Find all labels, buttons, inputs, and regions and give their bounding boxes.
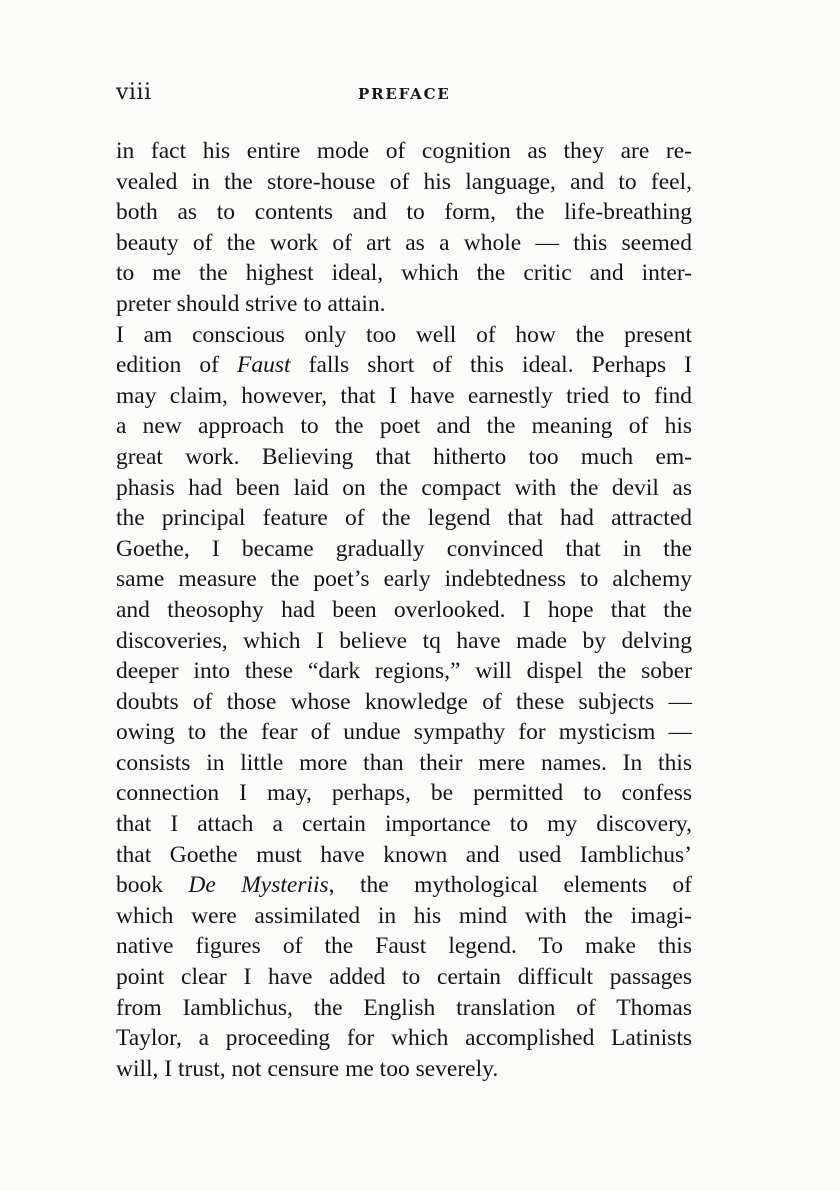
text-segment: the principal feature of the legend that had attracted xyxy=(116,505,692,532)
text-line xyxy=(116,901,692,932)
running-head: PREFACE xyxy=(358,85,451,103)
text-segment: to me the highest ideal, which the critic and inter- xyxy=(116,260,692,287)
text-line xyxy=(116,534,692,565)
text-segment: same measure the poet’s early indebtedness to alchemy xyxy=(116,566,692,593)
text-segment: Goethe, I became gradually convinced that in the xyxy=(116,535,692,562)
text-line xyxy=(116,1054,692,1085)
text-line xyxy=(116,993,692,1024)
text-segment: and theosophy had been overlooked. I hope that the xyxy=(116,596,692,623)
italic-title: Faust xyxy=(237,352,291,379)
text-line xyxy=(116,809,692,840)
text-segment: I am conscious only too well of how the present xyxy=(116,321,692,348)
text-line xyxy=(116,503,692,534)
text-segment: in fact his entire mode of cognition as they are re- xyxy=(116,138,692,164)
text-line xyxy=(116,931,692,962)
text-line xyxy=(116,717,692,748)
paragraph-container xyxy=(116,136,692,1084)
text-line xyxy=(116,167,692,198)
text-segment: falls short of this ideal. Perhaps I xyxy=(290,352,693,379)
text-segment: consists in little more than their mere names. In this xyxy=(116,749,692,776)
italic-title: De Mysteriis xyxy=(188,872,329,899)
text-line xyxy=(116,228,692,259)
text-segment: owing to the fear of undue sympathy for mysticism — xyxy=(116,719,692,746)
text-segment: both as to contents and to form, the life-breathing xyxy=(116,199,692,226)
text-segment: a new approach to the poet and the meaning of his xyxy=(116,413,692,440)
text-segment: connection I may, perhaps, be permitted to confess xyxy=(116,780,692,807)
text-line xyxy=(116,626,692,657)
text-segment: , the mythological elements of xyxy=(328,872,692,899)
text-line xyxy=(116,564,692,595)
text-segment: may claim, however, that I have earnestly tried to find xyxy=(116,382,692,409)
body-text xyxy=(116,136,692,1084)
text-line xyxy=(116,442,692,473)
text-segment: doubts of those whose knowledge of these subjects — xyxy=(116,688,692,715)
page-number: viii xyxy=(116,80,152,105)
text-segment: which were assimilated in his mind with the imagi- xyxy=(116,902,692,929)
text-line xyxy=(116,320,692,351)
text-segment: beauty of the work of art as a whole — this seemed xyxy=(116,229,692,256)
text-line xyxy=(116,411,692,442)
text-segment: that Goethe must have known and used Iamblichus’ xyxy=(116,841,692,868)
text-line xyxy=(116,656,692,687)
text-segment: phasis had been laid on the compact with the devil as xyxy=(116,474,692,501)
text-segment: discoveries, which I believe tq have made by delving xyxy=(116,627,692,654)
text-line xyxy=(116,687,692,718)
text-line xyxy=(116,595,692,626)
text-line xyxy=(116,840,692,871)
text-segment: from Iamblichus, the English translation of Thomas xyxy=(116,994,692,1021)
text-segment: Taylor, a proceeding for which accomplished Latinists xyxy=(116,1025,692,1052)
text-segment: deeper into these “dark regions,” will dispel the sober xyxy=(116,658,692,685)
text-line xyxy=(116,870,692,901)
text-segment: point clear I have added to certain difficult passages xyxy=(116,964,692,991)
text-line xyxy=(116,778,692,809)
page-header xyxy=(116,80,692,110)
text-line xyxy=(116,962,692,993)
text-line xyxy=(116,748,692,779)
text-line xyxy=(116,197,692,228)
text-segment: that I attach a certain importance to my discovery, xyxy=(116,811,692,838)
text-segment: will, I trust, not censure me too severely. xyxy=(116,1055,499,1082)
text-line xyxy=(116,473,692,504)
text-line xyxy=(116,1023,692,1054)
text-line xyxy=(116,350,692,381)
text-line xyxy=(116,381,692,412)
text-line xyxy=(116,289,692,320)
text-line xyxy=(116,136,692,167)
text-line xyxy=(116,258,692,289)
text-segment: edition of xyxy=(116,352,238,379)
text-segment: native figures of the Faust legend. To make this xyxy=(116,933,692,960)
text-segment: great work. Believing that hitherto too much em- xyxy=(116,443,692,470)
text-segment: vealed in the store-house of his language, and to feel, xyxy=(116,168,692,195)
text-segment: preter should strive to attain. xyxy=(116,290,386,317)
text-segment: book xyxy=(116,872,189,899)
